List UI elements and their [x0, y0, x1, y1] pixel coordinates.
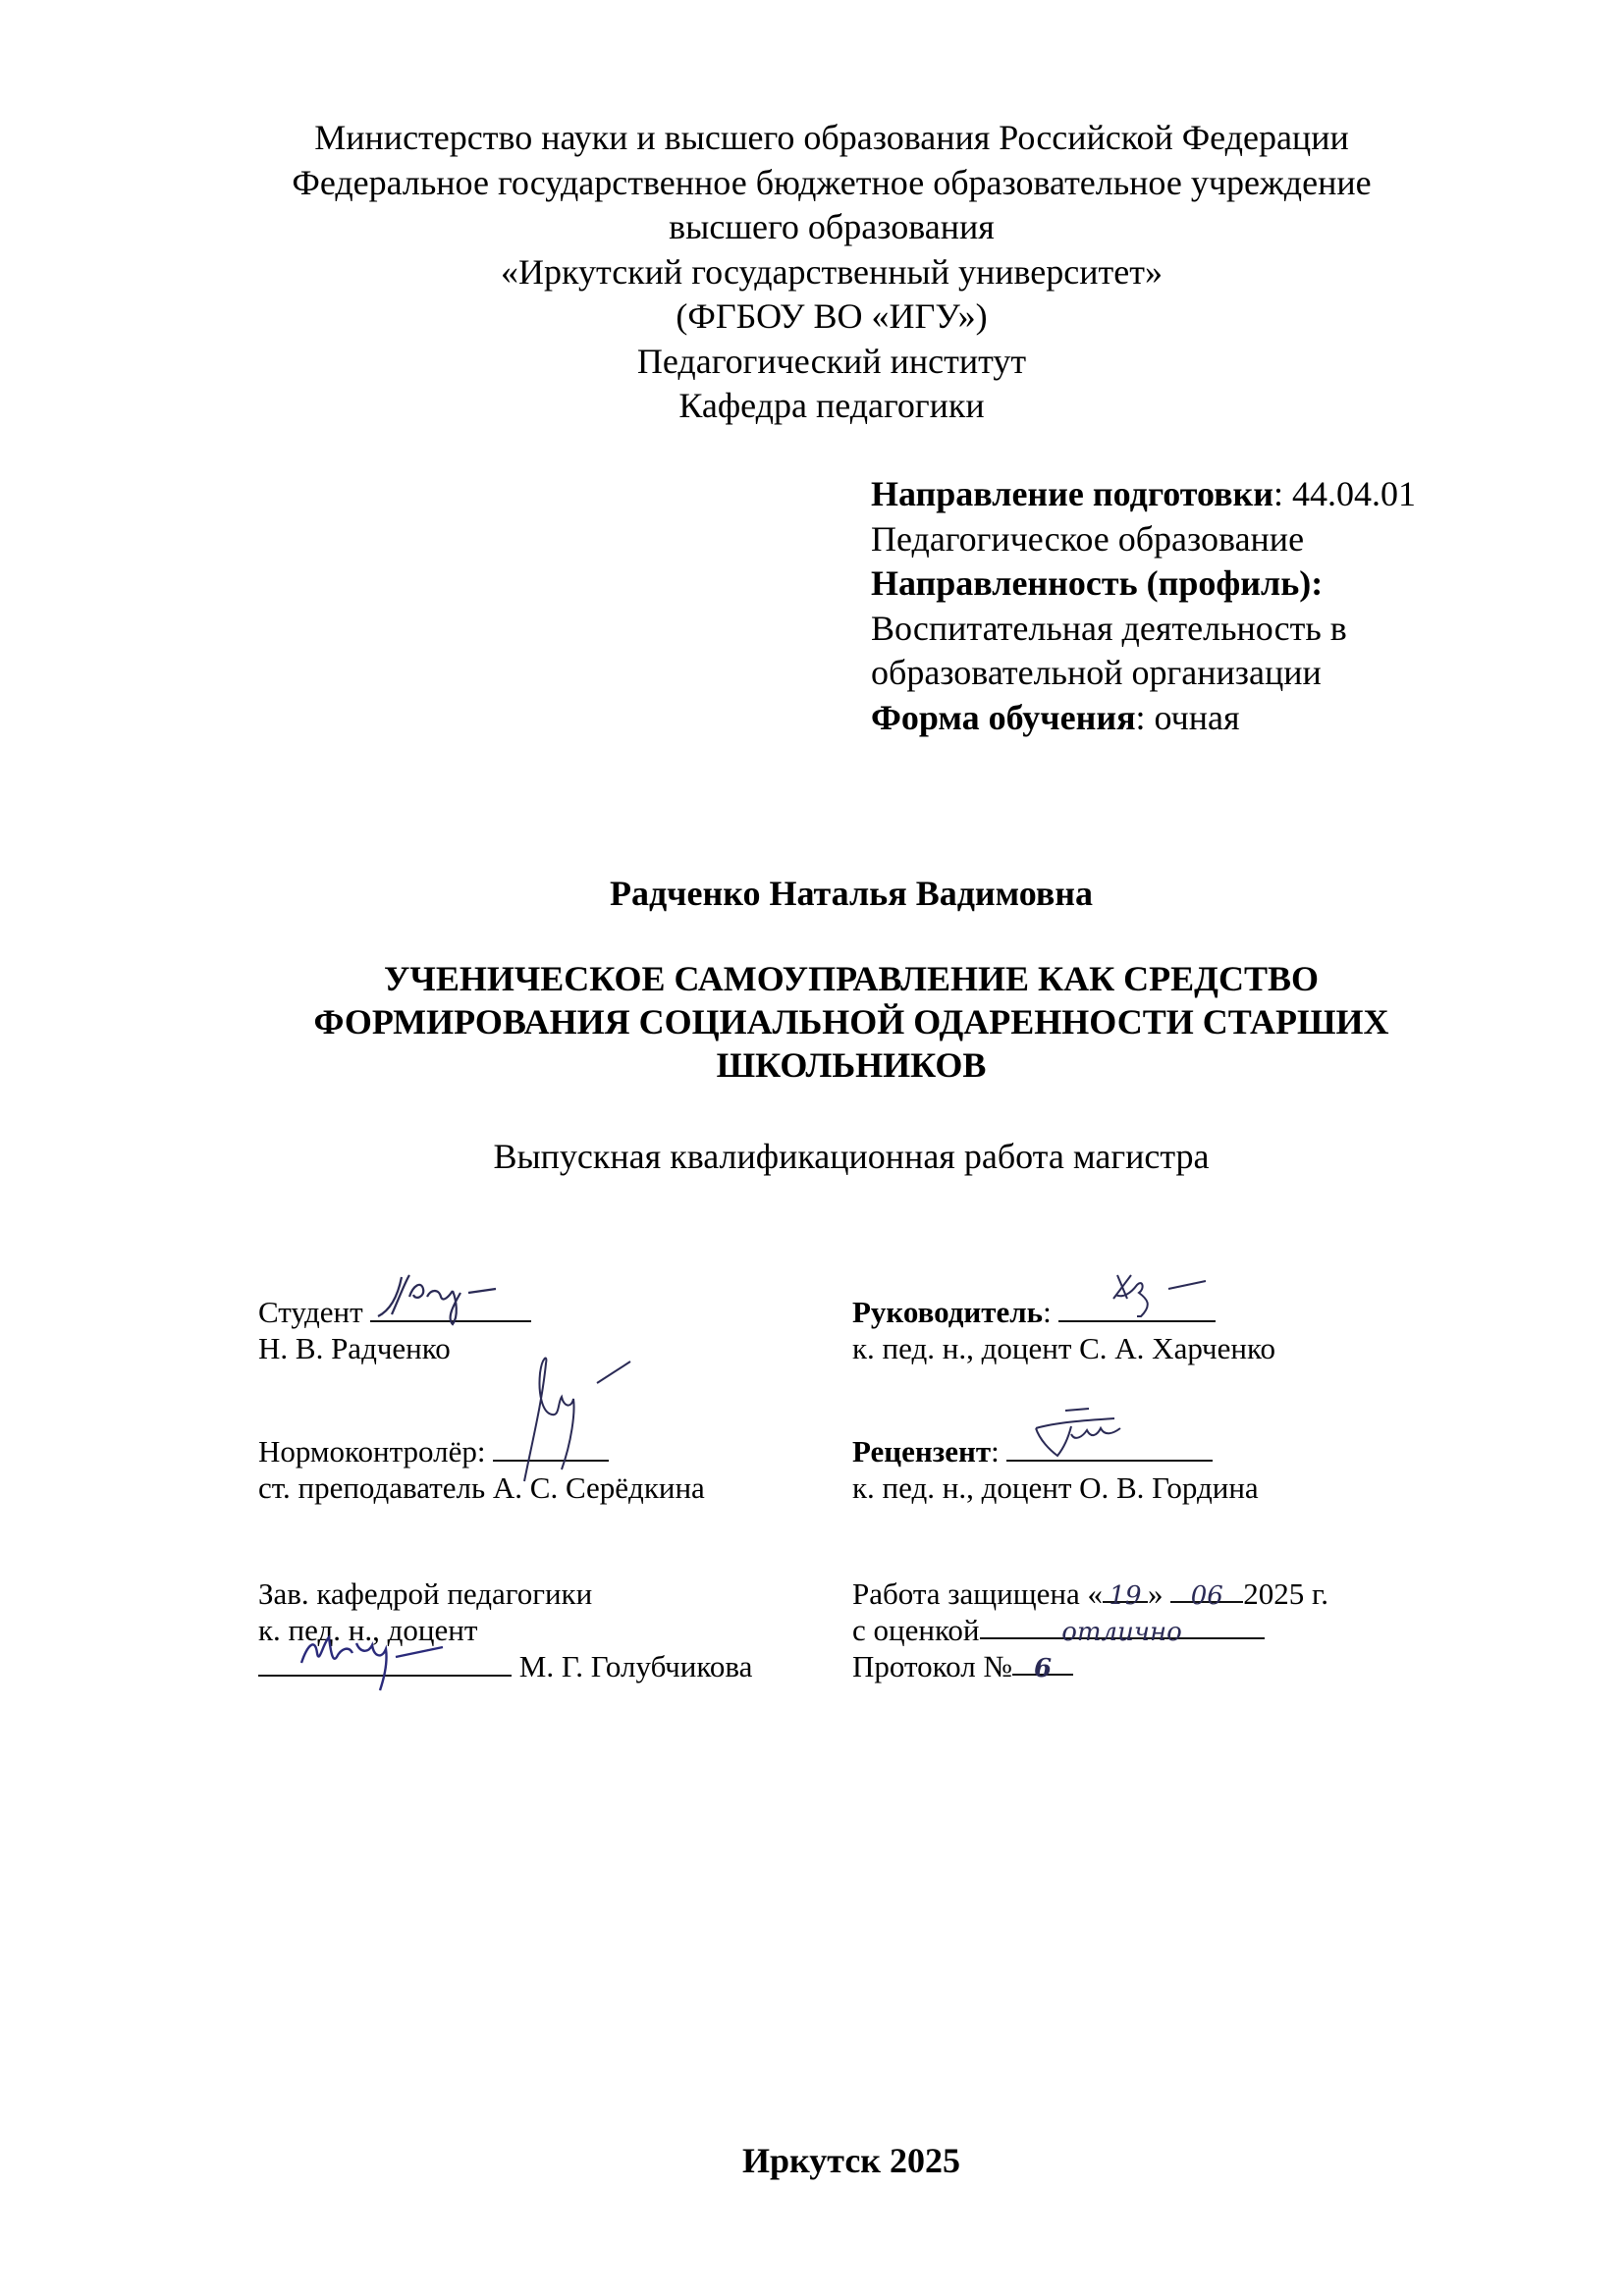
normcontrol-label: Нормоконтролёр: — [258, 1434, 486, 1468]
protocol-label: Протокол № — [852, 1649, 1012, 1683]
supervisor-signature-line — [852, 1294, 1216, 1330]
defense-day-field — [1103, 1575, 1148, 1611]
direction-label: Направление подготовки — [871, 474, 1274, 513]
reviewer-name: к. пед. н., доцент О. В. Гордина — [852, 1470, 1259, 1505]
reviewer-signature-icon — [1006, 1407, 1222, 1466]
reviewer-colon: : — [991, 1434, 1000, 1468]
thesis-title-line-1: УЧЕНИЧЕСКОЕ САМОУПРАВЛЕНИЕ КАК СРЕДСТВО — [384, 959, 1319, 998]
defended-prefix: Работа защищена « — [852, 1576, 1103, 1611]
protocol-field — [1012, 1648, 1073, 1683]
defended-mid: » — [1148, 1576, 1164, 1611]
city-year: Иркутск 2025 — [741, 2141, 961, 2180]
institution-header — [0, 116, 1624, 429]
defense-month: 06 — [1190, 1581, 1223, 1611]
student-signature-icon — [370, 1267, 537, 1326]
supervisor-label: Руководитель — [852, 1295, 1044, 1329]
defense-day: 19 — [1109, 1581, 1142, 1611]
defense-date-line — [852, 1575, 1328, 1612]
head-signature-field — [258, 1649, 512, 1677]
header-abbreviation: (ФГБОУ ВО «ИГУ») — [676, 296, 988, 336]
protocol-line — [852, 1648, 1073, 1684]
direction-name: Педагогическое образование — [871, 518, 1305, 559]
supervisor-signature-field — [1058, 1295, 1216, 1322]
grade-value: отлично — [1061, 1618, 1182, 1647]
supervisor-colon: : — [1043, 1295, 1052, 1329]
student-name: Н. В. Радченко — [258, 1331, 451, 1365]
student-signature-line — [258, 1294, 531, 1330]
form-line — [871, 696, 1416, 741]
direction-line — [871, 472, 1416, 517]
defended-year: 2025 г. — [1243, 1576, 1328, 1611]
supervisor-signature-icon — [1058, 1265, 1235, 1324]
form-label: Форма обучения — [871, 697, 1136, 737]
grade-line — [852, 1612, 1265, 1648]
head-name: М. Г. Голубчикова — [518, 1649, 753, 1683]
specialization-block — [871, 472, 1416, 740]
head-line-1: Зав. кафедрой педагогики — [258, 1576, 593, 1611]
normcontrol-signature-line — [258, 1433, 609, 1469]
work-type: Выпускная квалификационная работа магистра — [493, 1137, 1210, 1176]
header-ministry: Министерство науки и высшего образования Российской Федерации — [314, 118, 1349, 157]
form-value: : очная — [1135, 697, 1240, 737]
profile-line-2: образовательной организации — [871, 653, 1322, 692]
supervisor-name: к. пед. н., доцент С. А. Харченко — [852, 1331, 1275, 1365]
thesis-title — [39, 957, 1624, 1087]
student-signature-field — [370, 1295, 531, 1322]
header-university: «Иркутский государственный университет» — [501, 251, 1163, 292]
author-name: Радченко Наталья Вадимовна — [609, 874, 1093, 913]
head-signature-line — [258, 1648, 752, 1684]
head-signature-icon — [258, 1624, 514, 1692]
thesis-title-line-2: ФОРМИРОВАНИЯ СОЦИАЛЬНОЙ ОДАРЕННОСТИ СТАРШИХ — [313, 1002, 1389, 1041]
grade-label: с оценкой — [852, 1613, 980, 1647]
profile-label: Направленность (профиль): — [871, 563, 1324, 603]
direction-value: : 44.04.01 — [1273, 474, 1417, 513]
reviewer-label: Рецензент — [852, 1434, 992, 1468]
defense-month-field — [1170, 1575, 1243, 1611]
profile-line-1: Воспитательная деятельность в — [871, 608, 1347, 648]
header-department: Кафедра педагогики — [678, 386, 985, 425]
head-line-2: к. пед. н., доцент — [258, 1613, 478, 1647]
reviewer-signature-field — [1006, 1434, 1213, 1462]
protocol-value: 6 — [1033, 1654, 1053, 1683]
reviewer-signature-line — [852, 1433, 1213, 1469]
header-federal-institution: Федеральное государственное бюджетное образовательное учреждение — [292, 162, 1372, 202]
thesis-title-line-3: ШКОЛЬНИКОВ — [716, 1045, 987, 1085]
header-institute: Педагогический институт — [636, 341, 1027, 381]
grade-field — [980, 1612, 1265, 1647]
student-label: Студент — [258, 1295, 363, 1329]
header-higher-education: высшего образования — [669, 207, 995, 246]
normcontrol-signature-field — [493, 1434, 609, 1462]
normcontrol-name: ст. преподаватель А. С. Серёдкина — [258, 1470, 705, 1505]
